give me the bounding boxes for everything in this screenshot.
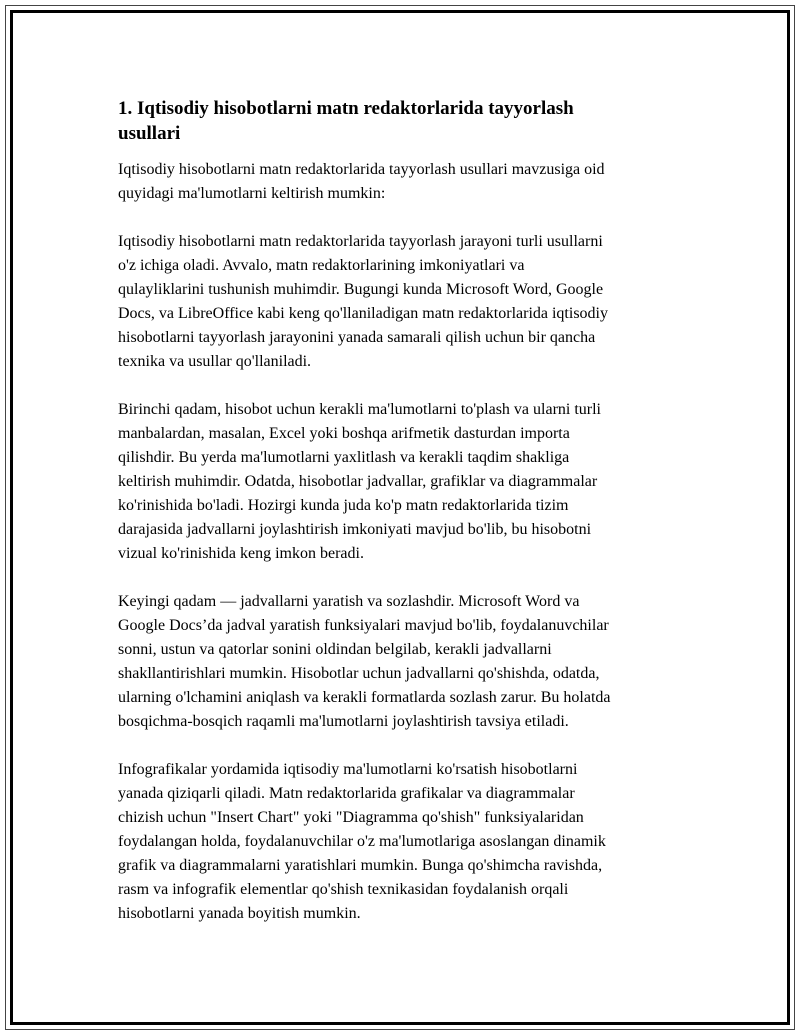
paragraph-infographics: Infografikalar yordamida iqtisodiy ma'lumotlarni ko'rsatish hisobotlarni yanada qiziqarli qiladi. Matn redaktorlarida grafikalar va diagrammalar chizish uchun "Insert Chart" yoki "Diagramma qo'shish" funksiyalaridan foydalangan holda, foydalanuvchilar o'z ma'lumotlariga asoslangan dinamik grafik va diagrammalarni yaratishlari mumkin. Bunga qo'shimcha ravishda, rasm va infografik elementlar qo'shish texnikasidan foydalanish orqali hisobotlarni yanada boyitish mumkin.: [118, 761, 606, 922]
paragraph-next-step: Keyingi qadam — jadvallarni yaratish va sozlashdir. Microsoft Word va Google Docs’da jadval yaratish funksiyalari mavjud bo'lib, foydalanuvchilar sonni, ustun va qatorlar sonini oldindan belgilab, kerakli jadvallarni shakllantirishlari mumkin. Hisobotlar uchun jadvallarni qo'shishda, odatda, ularning o'lchamini aniqlash va kerakli formatlarda sozlash zarur. Bu holatda bosqichma-bosqich raqamli ma'lumotlarni joylashtirish tavsiya etiladi.: [118, 593, 611, 730]
paragraph-intro: Iqtisodiy hisobotlarni matn redaktorlarida tayyorlash usullari mavzusiga oid quyidagi ma'lumotlarni keltirish mumkin:: [118, 161, 605, 202]
paragraph-overview: Iqtisodiy hisobotlarni matn redaktorlarida tayyorlash jarayoni turli usullarni o'z ichiga oladi. Avvalo, matn redaktorlarining imkoniyatlari va qulayliklarini tushunish muhimdir. Bugungi kunda Microsoft Word, Google Docs, va LibreOffice kabi keng qo'llaniladigan matn redaktorlarida iqtisodiy hisobotlarni tayyorlash jarayonini yanada samarali qilish uchun bir qancha texnika va usullar qo'llaniladi.: [118, 233, 608, 370]
document-body: [118, 96, 692, 950]
paragraph-first-step: Birinchi qadam, hisobot uchun kerakli ma'lumotlarni to'plash va ularni turli manbalardan, masalan, Excel yoki boshqa arifmetik dasturdan importa qilishdir. Bu yerda ma'lumotlarni yaxlitlash va kerakli taqdim shakliga keltirish muhimdir. Odatda, hisobotlar jadvallar, grafiklar va diagrammalar ko'rinishida bo'ladi. Hozirgi kunda juda ko'p matn redaktorlarida tizim darajasida jadvallarni joylashtirish imkoniyati mavjud bo'lib, bu hisobotni vizual ko'rinishida keng imkon beradi.: [118, 401, 601, 562]
section-heading: 1. Iqtisodiy hisobotlarni matn redaktorlarida tayyorlash usullari: [118, 98, 574, 144]
